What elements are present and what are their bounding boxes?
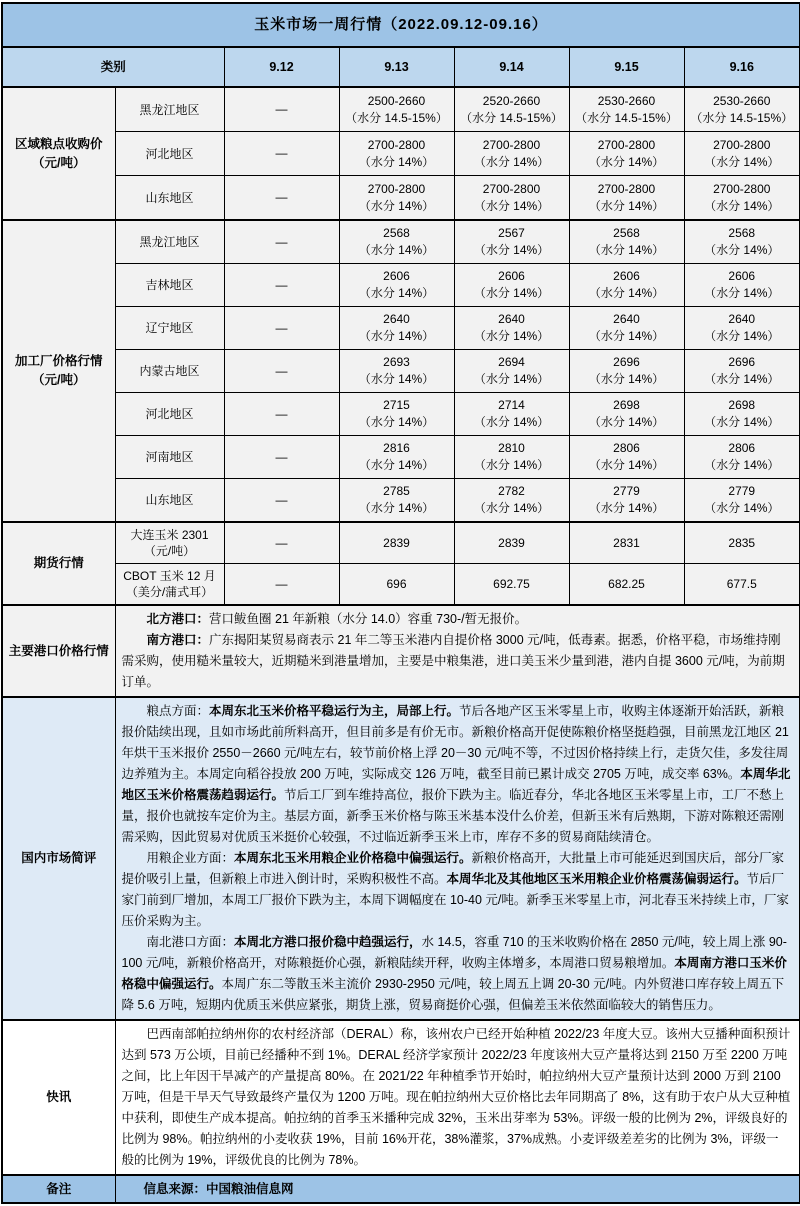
price-value: 2606 <box>613 269 640 283</box>
moisture-note: （水分 14%） <box>358 329 435 343</box>
emphasis-text: 本周北方港口报价稳中趋强运行， <box>234 935 422 949</box>
moisture-note: （水分 14%） <box>588 329 665 343</box>
price-value-cell <box>454 436 569 479</box>
price-value: 2700-2800 <box>597 181 656 196</box>
price-row <box>2 264 800 307</box>
price-value-cell <box>224 264 339 307</box>
moisture-note: （水分 14.5-15%） <box>345 110 448 125</box>
price-value: — <box>275 320 288 335</box>
moisture-note: （水分 14%） <box>473 415 550 429</box>
price-value: 2839 <box>498 535 525 550</box>
price-value: 2700-2800 <box>482 137 541 152</box>
price-value-cell <box>454 176 569 221</box>
price-value-cell <box>224 307 339 350</box>
moisture-note: （水分 14%） <box>473 286 550 300</box>
region-label: 大连玉米 2301（元/吨） <box>115 522 224 564</box>
price-value: 2839 <box>383 535 410 550</box>
port-section-text <box>115 605 800 697</box>
price-value: 2810 <box>498 441 525 455</box>
moisture-note: （水分 14%） <box>358 372 435 386</box>
moisture-note: （水分 14%） <box>473 329 550 343</box>
price-section-label: 区域粮点收购价（元/吨） <box>2 87 115 220</box>
moisture-note: （水分 14.5-15%） <box>690 110 794 125</box>
moisture-note: （水分 14%） <box>704 154 780 169</box>
body-text: 巴西南部帕拉纳州你的农村经济部（DERAL）称，该州农户已经开始种植 2022/23 年度大豆。该州大豆播种面积预计达到 573 万公顷，目前已经播种不到 1%。DERAL 经济学家预计 2022/23 年度该州大豆产量将达到 2150 万至 2200 万吨之间，比上年因干旱减产的产量提高 80%。在 2021/22 年种植季节开始时，帕拉纳州大豆产量预计达到 2000 万到 2100 万吨，但是干旱天气导致最终产量仅为 1200 万吨。现在帕拉纳州大豆价格比去年同期高了 8%，这有助于农户从大豆种植中获利，即使生产成本提高。帕拉纳的首季玉米播种完成 32%，玉米出芽率为 53%。评级一般的比例为 2%，评级良好的比例为 98%。帕拉纳州的小麦收获 19%，目前 16%开花，38%灌浆，37%成熟。小麦评级差差劣的比例为 3%，评级一般的比例为 19%，评级优良的比例为 78%。 <box>121 1027 791 1167</box>
price-value: 2700-2800 <box>713 181 771 196</box>
body-text: 本周广东二等散玉米主流价 2930-2950 元/吨，较上周五上调 20-30 元/吨。内外贸港口库存较上周五下降 5.6 万吨，短期内优质玉米供应紧张，期货上涨，贸易商挺价心强，但偏差玉米依然面临较大的销售压力。 <box>121 977 785 1012</box>
price-value-cell <box>454 220 569 264</box>
price-value-cell <box>454 564 569 606</box>
price-value-cell <box>569 307 684 350</box>
moisture-note: （水分 14%） <box>358 458 435 472</box>
port-section-label: 主要港口价格行情 <box>2 605 115 697</box>
price-value-cell <box>224 176 339 221</box>
price-value: — <box>275 102 288 116</box>
price-value: 2606 <box>383 269 410 283</box>
body-text: 节后厂家门前到厂增加，本周工厂报价下跌为主，本周下调幅度在 10-40 元/吨。新季玉米零星上市，河北春玉米持续上市，厂家压价采购为主。 <box>121 872 789 928</box>
price-value: 2568 <box>383 226 410 240</box>
emphasis-text: 本周南方港口玉米价格稳中偏强运行。 <box>121 956 787 991</box>
price-value: 2696 <box>613 355 640 369</box>
price-value: — <box>275 406 288 421</box>
moisture-note: （水分 14%） <box>358 286 435 300</box>
price-value: 2640 <box>728 312 756 326</box>
body-text: 用粮企业方面： <box>146 851 235 865</box>
price-value: 2640 <box>498 312 525 326</box>
paragraph <box>122 609 792 630</box>
price-row <box>2 220 800 264</box>
body-text: 粮点方面： <box>146 704 210 718</box>
price-value: 2715 <box>383 398 410 412</box>
price-row <box>2 307 800 350</box>
price-value-cell <box>569 564 684 606</box>
price-value: 2806 <box>728 441 756 455</box>
price-value: 2530-2660 <box>713 93 771 108</box>
header-category: 类别 <box>2 47 224 87</box>
price-value: — <box>275 363 288 378</box>
column-header-row <box>2 47 800 87</box>
price-value: 2606 <box>728 269 756 283</box>
body-text: 广东揭阳某贸易商表示 21 年二等玉米港内自提价格 3000 元/吨，低毒素。据悉，价格平稳，市场维持刚需采购，使用糙米量较大，近期糙米到港量增加，主要是中粮集港，进口美玉米少量到港，港内自提 3600 元/吨，为前期订单。 <box>121 633 785 689</box>
price-value-cell <box>339 479 454 523</box>
moisture-note: （水分 14%） <box>588 372 665 386</box>
price-value-cell <box>339 264 454 307</box>
moisture-note: （水分 14%） <box>358 198 435 213</box>
price-value: — <box>275 234 288 249</box>
moisture-note: （水分 14%） <box>358 243 435 257</box>
price-value-cell <box>684 307 800 350</box>
price-value-cell <box>224 220 339 264</box>
price-value: 2779 <box>728 484 756 498</box>
price-row <box>2 132 800 176</box>
price-value-cell <box>454 264 569 307</box>
price-value: — <box>275 576 288 591</box>
price-value: 2568 <box>613 226 640 240</box>
header-date-1: 9.12 <box>224 47 339 87</box>
remark-label: 备注 <box>2 1175 115 1203</box>
price-value-cell <box>339 132 454 176</box>
price-row <box>2 436 800 479</box>
paragraph <box>122 1024 792 1171</box>
emphasis-text: 南方港口： <box>146 633 210 647</box>
price-row <box>2 479 800 523</box>
review-section-label: 国内市场简评 <box>2 697 115 1020</box>
news-flash-row <box>2 1020 800 1175</box>
price-value-cell <box>224 350 339 393</box>
price-value: 2700-2800 <box>713 137 771 152</box>
emphasis-text: 本周东北玉米价格平稳运行为主，局部上行。 <box>209 704 460 718</box>
header-date-3: 9.14 <box>454 47 569 87</box>
moisture-note: （水分 14%） <box>704 243 780 257</box>
price-value-cell <box>454 522 569 564</box>
price-row <box>2 87 800 132</box>
price-value-cell <box>569 132 684 176</box>
price-value-cell <box>224 522 339 564</box>
price-value: 2500-2660 <box>367 93 426 108</box>
region-label: 吉林地区 <box>115 264 224 307</box>
price-value: 2806 <box>613 441 640 455</box>
corn-market-table <box>1 2 800 1204</box>
price-value: 696 <box>386 576 407 591</box>
body-text: 水 14.5，容重 710 的玉米收购价格在 2850 元/吨，较上周上涨 90-100 元/吨，新粮价格高开，对陈粮挺价心强，新粮陆续开秤，收购主体增多，本周港口贸易粮增加。 <box>121 935 787 970</box>
price-value-cell <box>569 176 684 221</box>
price-value: 2782 <box>498 484 525 498</box>
emphasis-text: 本周东北玉米用粮企业价格稳中偏强运行。 <box>234 851 472 865</box>
price-value-cell <box>684 522 800 564</box>
price-value-cell <box>454 350 569 393</box>
moisture-note: （水分 14%） <box>588 243 665 257</box>
price-value-cell <box>224 479 339 523</box>
moisture-note: （水分 14%） <box>473 154 550 169</box>
price-value: 2694 <box>498 355 525 369</box>
moisture-note: （水分 14.5-15%） <box>575 110 678 125</box>
price-value-cell <box>569 350 684 393</box>
price-value: 2640 <box>613 312 640 326</box>
price-value-cell <box>569 264 684 307</box>
price-row <box>2 393 800 436</box>
price-value: 2698 <box>613 398 640 412</box>
price-value: — <box>275 535 288 550</box>
emphasis-text: 本周华北及其他地区玉米用粮企业价格震荡偏弱运行。 <box>446 872 747 886</box>
price-value-cell <box>569 522 684 564</box>
price-value: — <box>275 146 288 160</box>
review-section-text <box>115 697 800 1020</box>
price-value-cell <box>224 393 339 436</box>
page-title: 玉米市场一周行情（2022.09.12-09.16） <box>2 3 800 47</box>
region-label: CBOT 玉米 12 月（美分/蒲式耳） <box>115 564 224 606</box>
body-text: 营口鲅鱼圈 21 年新粮（水分 14.0）容重 730-/暂无报价。 <box>209 612 528 626</box>
news-section-label: 快讯 <box>2 1020 115 1175</box>
moisture-note: （水分 14%） <box>473 372 550 386</box>
body-text: 节后各地产区玉米零星上市，收购主体逐渐开始活跃，新粮报价陆续出现，且如市场此前所料高开，但目前多是有价无市。新粮价格高开促使陈粮价格坚挺趋强，目前黑龙江地区 21 年烘干玉米报价 2550－2660 元/吨左右，较节前价格上浮 20－30 元/吨不等，不过因价格持续上行，走货欠佳，多发往周边养殖为主。本周定向稻谷投放 200 万吨，实际成交 126 万吨，截至目前已累计成交 2705 万吨，成交率 63%。 <box>121 704 789 781</box>
region-label: 黑龙江地区 <box>115 87 224 132</box>
emphasis-text: 本周华北地区玉米价格震荡趋弱运行。 <box>121 767 791 802</box>
moisture-note: （水分 14%） <box>473 198 550 213</box>
body-text: 新粮价格高开，大批量上市可能延迟到国庆后，部分厂家提价吸引上量，但新粮上市进入倒计时，采购积极性不高。 <box>121 851 785 886</box>
price-value: 682.25 <box>608 576 645 591</box>
price-value-cell <box>224 564 339 606</box>
moisture-note: （水分 14%） <box>358 415 435 429</box>
price-value: 2700-2800 <box>367 137 426 152</box>
price-value-cell <box>684 264 800 307</box>
header-date-4: 9.15 <box>569 47 684 87</box>
price-value-cell <box>569 436 684 479</box>
body-text: 南北港口方面： <box>146 935 235 949</box>
paragraph <box>122 630 792 693</box>
moisture-note: （水分 14%） <box>358 154 435 169</box>
body-text: 节后工厂到车维持高位，报价下跌为主。临近春分，华北各地区玉米零星上市，工厂不愁上量，报价也就按车定价为主。基层方面，新季玉米价格与陈玉米基本没什么价差，但新玉米有后熟期，下游对陈粮还需刚需采购，因此贸易对优质玉米挺价心较强，不过临近新季玉米上市，库存不多的贸易商陆续清仓。 <box>121 788 785 844</box>
price-value-cell <box>339 564 454 606</box>
price-value: 2567 <box>498 226 525 240</box>
price-value-cell <box>684 479 800 523</box>
price-value-cell <box>684 350 800 393</box>
price-value: 2700-2800 <box>482 181 541 196</box>
price-value-cell <box>339 436 454 479</box>
price-row <box>2 176 800 221</box>
price-value: — <box>275 190 288 204</box>
price-value-cell <box>454 393 569 436</box>
price-value-cell <box>224 132 339 176</box>
price-value: 2700-2800 <box>367 181 426 196</box>
price-value: 677.5 <box>726 576 757 591</box>
price-value-cell <box>454 132 569 176</box>
price-value-cell <box>569 479 684 523</box>
price-value: 2606 <box>498 269 525 283</box>
moisture-note: （水分 14%） <box>588 415 665 429</box>
region-label: 河北地区 <box>115 132 224 176</box>
moisture-note: （水分 14%） <box>588 198 665 213</box>
price-value-cell <box>454 479 569 523</box>
price-value-cell <box>684 132 800 176</box>
price-row <box>2 350 800 393</box>
price-value-cell <box>224 436 339 479</box>
price-value-cell <box>339 307 454 350</box>
region-label: 内蒙古地区 <box>115 350 224 393</box>
price-value-cell <box>684 176 800 221</box>
price-value-cell <box>339 393 454 436</box>
price-value: 692.75 <box>493 576 530 591</box>
price-sections-body <box>2 87 800 605</box>
moisture-note: （水分 14%） <box>704 286 780 300</box>
price-value-cell <box>454 307 569 350</box>
price-value: 2785 <box>383 484 410 498</box>
paragraph <box>122 701 792 848</box>
price-value: 2698 <box>728 398 756 412</box>
region-label: 河南地区 <box>115 436 224 479</box>
moisture-note: （水分 14%） <box>358 501 435 515</box>
port-price-row <box>2 605 800 697</box>
region-label: 黑龙江地区 <box>115 220 224 264</box>
price-value-cell <box>339 220 454 264</box>
price-value-cell <box>684 436 800 479</box>
text-sections-body <box>2 605 800 1203</box>
price-row <box>2 522 800 564</box>
price-value: 2779 <box>613 484 640 498</box>
price-value-cell <box>569 87 684 132</box>
price-section-label: 期货行情 <box>2 522 115 605</box>
price-value-cell <box>684 393 800 436</box>
price-value-cell <box>569 220 684 264</box>
region-label: 山东地区 <box>115 176 224 221</box>
news-section-text <box>115 1020 800 1175</box>
price-value: 2700-2800 <box>597 137 656 152</box>
moisture-note: （水分 14%） <box>704 329 780 343</box>
price-value: 2714 <box>498 398 525 412</box>
price-value-cell <box>684 564 800 606</box>
price-value-cell <box>454 87 569 132</box>
price-value: 2693 <box>383 355 410 369</box>
moisture-note: （水分 14%） <box>588 286 665 300</box>
moisture-note: （水分 14%） <box>704 372 780 386</box>
price-value: — <box>275 449 288 464</box>
remark-row <box>2 1175 800 1203</box>
price-value-cell <box>224 87 339 132</box>
moisture-note: （水分 14%） <box>704 415 780 429</box>
title-row <box>2 3 800 47</box>
price-section-label: 加工厂价格行情（元/吨） <box>2 220 115 522</box>
moisture-note: （水分 14%） <box>588 154 665 169</box>
price-value-cell <box>684 220 800 264</box>
moisture-note: （水分 14%） <box>473 243 550 257</box>
price-value-cell <box>684 87 800 132</box>
remark-content: 信息来源：中国粮油信息网 <box>115 1175 800 1203</box>
price-value: 2568 <box>728 226 756 240</box>
region-label: 辽宁地区 <box>115 307 224 350</box>
price-value: 2640 <box>383 312 410 326</box>
header-date-2: 9.13 <box>339 47 454 87</box>
region-label: 山东地区 <box>115 479 224 523</box>
price-value: — <box>275 277 288 292</box>
price-value-cell <box>339 522 454 564</box>
price-value-cell <box>339 176 454 221</box>
paragraph <box>122 848 792 932</box>
region-label: 河北地区 <box>115 393 224 436</box>
moisture-note: （水分 14%） <box>704 198 780 213</box>
price-row <box>2 564 800 606</box>
price-value-cell <box>339 350 454 393</box>
moisture-note: （水分 14%） <box>473 458 550 472</box>
header-date-5: 9.16 <box>684 47 800 87</box>
moisture-note: （水分 14%） <box>588 501 665 515</box>
price-value: 2520-2660 <box>482 93 541 108</box>
price-value: 2831 <box>613 535 640 550</box>
price-value: 2816 <box>383 441 410 455</box>
moisture-note: （水分 14%） <box>473 501 550 515</box>
price-value: 2835 <box>728 535 756 550</box>
market-review-row <box>2 697 800 1020</box>
emphasis-text: 北方港口： <box>146 612 210 626</box>
moisture-note: （水分 14%） <box>704 458 780 472</box>
price-value: 2696 <box>728 355 756 369</box>
paragraph <box>122 932 792 1016</box>
price-value: 2530-2660 <box>597 93 656 108</box>
moisture-note: （水分 14.5-15%） <box>460 110 563 125</box>
price-value-cell <box>339 87 454 132</box>
price-value: — <box>275 492 288 507</box>
moisture-note: （水分 14%） <box>704 501 780 515</box>
price-value-cell <box>569 393 684 436</box>
moisture-note: （水分 14%） <box>588 458 665 472</box>
